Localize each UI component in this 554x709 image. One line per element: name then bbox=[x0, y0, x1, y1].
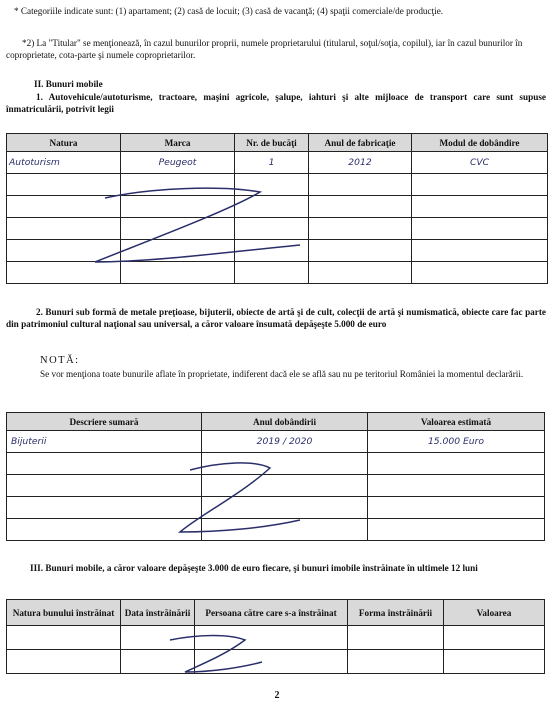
table-row bbox=[7, 475, 545, 497]
column-header-valoarea: Valoarea bbox=[444, 600, 545, 626]
table-row bbox=[7, 240, 548, 262]
column-header-persoana: Persoana către care s-a înstrăinat bbox=[195, 600, 348, 626]
table-row bbox=[7, 626, 545, 650]
column-header-anul-dobandirii: Anul dobândirii bbox=[202, 413, 368, 431]
cell-marca: Peugeot bbox=[121, 152, 235, 174]
table-row bbox=[7, 262, 548, 284]
table-row bbox=[7, 174, 548, 196]
cell-valoarea-estimata: 15.000 Euro bbox=[368, 431, 545, 453]
subsection-title-vehicles: 1. Autovehicule/autoturisme, tractoare, maşini agricole, şalupe, iahturi şi alte mijloace de transport care sunt supuse înmatriculării, potrivit legii bbox=[6, 92, 546, 114]
nota-text: Se vor menţiona toate bunurile aflate în proprietate, indiferent dacă ele se află sau nu pe teritoriul României la momentul declarării. bbox=[40, 369, 524, 379]
page-number: 2 bbox=[274, 690, 280, 701]
nota-label: NOTĂ: bbox=[40, 355, 80, 366]
column-header-data-instrainarii: Data înstrăinării bbox=[121, 600, 195, 626]
cell-descriere: Bijuterii bbox=[7, 431, 202, 453]
subsection-title-precious: 2. Bunuri sub formă de metale preţioase, bijuterii, obiecte de artă şi de cult, colecţii de artă şi numismatică, obiecte care fac parte din patrimoniul cultural naţional sau universal, a căror valoare însumată depăşeşte 5.000 de euro bbox=[6, 307, 546, 329]
column-header-marca: Marca bbox=[121, 134, 235, 152]
section-heading-bunuri-mobile: II. Bunuri mobile bbox=[34, 79, 103, 89]
cell-modul-dobandire: CVC bbox=[412, 152, 548, 174]
column-header-natura: Natura bbox=[7, 134, 121, 152]
table-row bbox=[7, 218, 548, 240]
table-row bbox=[7, 152, 548, 174]
table-row bbox=[7, 650, 545, 674]
table-row bbox=[7, 497, 545, 519]
column-header-descriere: Descriere sumară bbox=[7, 413, 202, 431]
alienated-goods-table bbox=[6, 599, 545, 674]
column-header-nr-bucati: Nr. de bucăţi bbox=[235, 134, 309, 152]
column-header-valoarea-estimata: Valoarea estimată bbox=[368, 413, 545, 431]
table-row bbox=[7, 431, 545, 453]
footnote-categories: * Categoriile indicate sunt: (1) apartament; (2) casă de locuit; (3) casă de vacanţă; (4) spaţii comerciale/de producţie. bbox=[14, 6, 444, 16]
precious-goods-table bbox=[6, 412, 545, 541]
table-row bbox=[7, 196, 548, 218]
cell-nr-bucati: 1 bbox=[235, 152, 309, 174]
vehicles-table bbox=[6, 133, 548, 284]
column-header-anul-fabricatie: Anul de fabricaţie bbox=[309, 134, 412, 152]
column-header-modul-dobandire: Modul de dobândire bbox=[412, 134, 548, 152]
footnote-titular: *2) La "Titular" se menţionează, în cazul bunurilor proprii, numele proprietarului (titularul, soţul/soţia, copilul), iar în cazul bunurilor în coproprietate, cota-parte şi numele coproprietarilor. bbox=[6, 38, 523, 60]
table-row bbox=[7, 453, 545, 475]
cell-anul-fabricatie: 2012 bbox=[309, 152, 412, 174]
cell-anul-dobandirii: 2019 / 2020 bbox=[202, 431, 368, 453]
section-title-alienated: III. Bunuri mobile, a căror valoare depăşeşte 3.000 de euro fiecare, şi bunuri imobile înstrăinate în ultimele 12 luni bbox=[30, 563, 478, 573]
column-header-forma-instrainarii: Forma înstrăinării bbox=[348, 600, 444, 626]
cell-natura: Autoturism bbox=[7, 152, 121, 174]
table-row bbox=[7, 519, 545, 541]
column-header-natura-bunului: Natura bunului înstrăinat bbox=[7, 600, 121, 626]
